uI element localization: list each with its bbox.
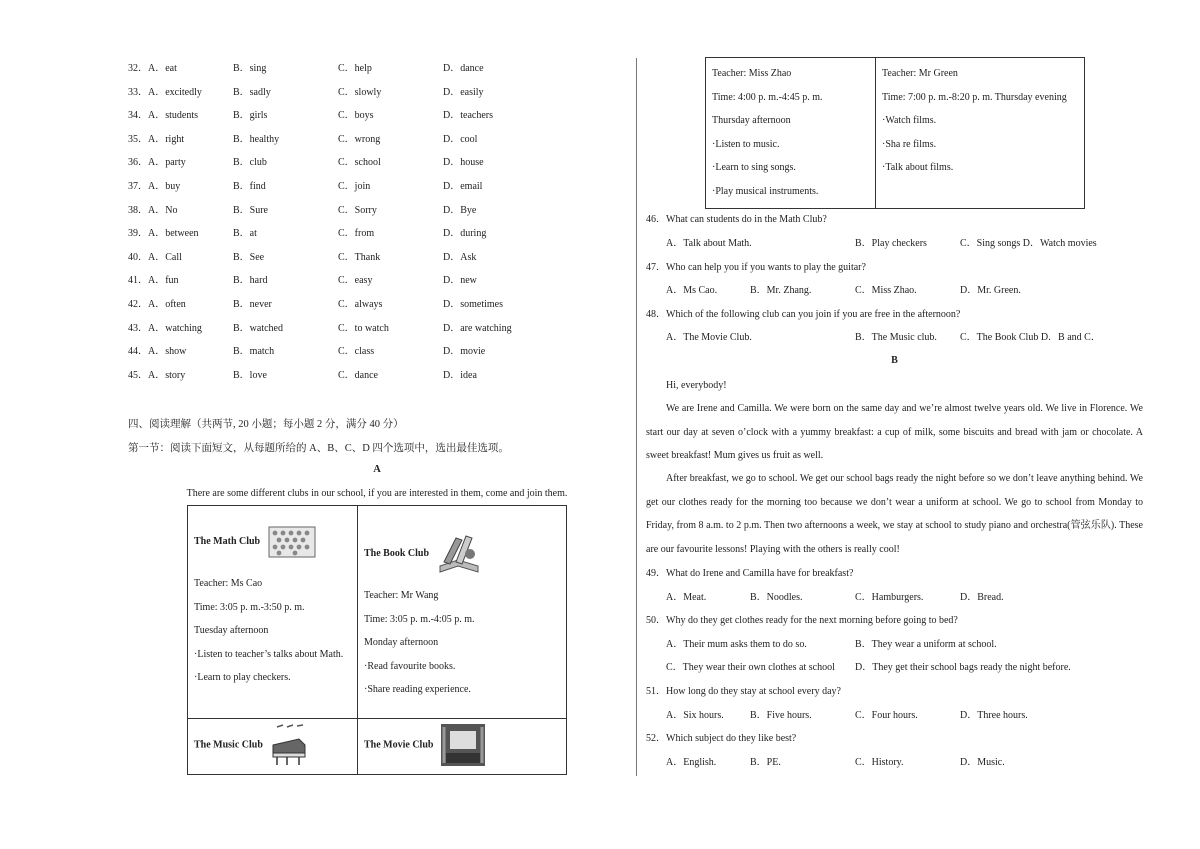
cloze-option-b: B．watched [233, 322, 283, 334]
q48-option-b: B．The Music club. [855, 332, 937, 343]
music-club-details [706, 58, 876, 208]
checkers-board-icon [267, 523, 317, 561]
question-47: 47．Who can help you if you wants to play the guitar? [646, 262, 866, 273]
cloze-option-c: C．dance [338, 369, 378, 381]
cloze-option-a: A．party [148, 157, 186, 169]
q49-option-d: D．Bread. [960, 592, 1004, 603]
cloze-option-c: C．school [338, 157, 381, 169]
cloze-option-a: A．between [148, 228, 199, 240]
clubs-intro: There are some different clubs in our school, if you are interested in them, come and join them. [186, 488, 568, 499]
music-club-title: The Music Club [194, 739, 263, 751]
movie-teacher: Teacher: Mr Green [882, 68, 958, 79]
book-teacher: Teacher: Mr Wang [364, 590, 439, 601]
section-title: 四、阅读理解（共两节, 20 小题；每小题 2 分，满分 40 分） [128, 419, 404, 430]
cloze-question-number: 38． [128, 204, 148, 216]
question-48: 48．Which of the following club can you join if you are free in the afternoon? [646, 309, 961, 320]
cloze-option-a: A．students [148, 110, 198, 122]
cinema-screen-icon [440, 723, 486, 767]
passage-paragraph-2: After breakfast, we go to school. We get our school bags ready the night before so we don’t leave anything behind. We get our clothes ready for the morning too because we don’t wear a uniform at school. We go to school from Monday to Friday, from 8 a.m. to 2 p.m. Then two afternoons a week, we stay at school to study piano and orchestra(管弦乐队). These are our favourite lessons! Playing with the others is really cool! [646, 473, 1143, 555]
part-b-label: B [891, 355, 898, 366]
books-icon [436, 532, 482, 576]
book-day: Monday afternoon [364, 637, 439, 648]
cloze-option-b: B．girls [233, 110, 268, 122]
cloze-option-d: D．Ask [443, 251, 477, 263]
cloze-option-d: D．cool [443, 133, 478, 145]
question-49: 49．What do Irene and Camilla have for breakfast? [646, 568, 854, 579]
cloze-option-a: A．No [148, 204, 178, 216]
cloze-option-a: A．watching [148, 322, 202, 334]
cloze-option-d: D．Bye [443, 204, 477, 216]
book-activity-1: ·Read favourite books. [364, 660, 456, 672]
cloze-option-a: A．story [148, 369, 186, 381]
cloze-option-row [128, 156, 548, 180]
cloze-option-c: C．boys [338, 110, 374, 122]
math-time: Time: 3:05 p. m.-3:50 p. m. [194, 601, 305, 613]
music-teacher: Teacher: Miss Zhao [712, 68, 792, 79]
cloze-option-a: A．fun [148, 275, 179, 287]
cloze-option-row [128, 133, 548, 157]
q49-option-a: A．Meat. [666, 592, 707, 603]
cloze-question-number: 44． [128, 346, 148, 358]
book-time: Time: 3:05 p. m.-4:05 p. m. [364, 613, 475, 625]
music-time: Time: 4:00 p. m.-4:45 p. m. [712, 91, 823, 103]
music-activity-2: ·Learn to sing songs. [712, 162, 796, 173]
cloze-option-row [128, 274, 548, 298]
cloze-option-d: D．easily [443, 86, 484, 98]
cloze-option-row [128, 62, 548, 86]
movie-activity-3: ·Talk about films. [882, 162, 954, 173]
cloze-option-b: B．Sure [233, 204, 268, 216]
cloze-option-row [128, 322, 548, 346]
cloze-option-b: B．at [233, 228, 257, 240]
q50-option-c: C．They wear their own clothes at school [666, 662, 835, 673]
cloze-option-c: C．help [338, 63, 372, 74]
cloze-option-c: C．from [338, 228, 375, 240]
music-activity-1: ·Listen to music. [712, 138, 780, 150]
cloze-option-d: D．email [443, 180, 483, 192]
movie-club-title: The Movie Club [364, 739, 434, 751]
q49-option-b: B．Noodles. [750, 592, 803, 603]
q46-option-a: A．Talk about Math. [666, 238, 752, 249]
cloze-option-row [128, 180, 548, 204]
q52-option-d: D．Music. [960, 757, 1005, 768]
passage-paragraph-1: We are Irene and Camilla. We were born on the same day and we’re almost twelve years old. We live in Florence. We start our day at seven o’clock with a yummy breakfast: a cup of milk, some biscuits and bread with jam or chocolate. A sweet breakfast! Mum gives us fruit as well. [646, 403, 1143, 461]
cloze-option-d: D．sometimes [443, 298, 503, 310]
math-activity-1: ·Listen to teacher’s talks about Math. [194, 648, 344, 660]
letter-greeting: Hi, everybody! [666, 380, 727, 391]
section-instructions: 第一节：阅读下面短文，从每题所给的 A、B、C、D 四个选项中，选出最佳选项。 [128, 443, 509, 454]
cloze-option-c: C．join [338, 180, 371, 192]
q48-option-a: A．The Movie Club. [666, 332, 752, 343]
column-divider [636, 58, 637, 776]
cloze-option-a: A．excitedly [148, 86, 202, 98]
cloze-options-list [128, 62, 548, 392]
question-50: 50．Why do they get clothes ready for the next morning before going to bed? [646, 615, 958, 626]
cloze-option-a: A．buy [148, 180, 181, 192]
q48-option-cd: C．The Book Club D．B and C． [960, 332, 1101, 343]
movie-activity-1: ·Watch films. [882, 115, 937, 126]
movie-club-details [876, 58, 1084, 208]
cloze-option-row [128, 86, 548, 110]
cloze-option-b: B．See [233, 251, 265, 263]
cloze-option-b: B．hard [233, 275, 268, 287]
cloze-option-row [128, 251, 548, 275]
cloze-option-b: B．healthy [233, 133, 280, 145]
question-52: 52．Which subject do they like best? [646, 733, 797, 744]
cloze-question-number: 33． [128, 86, 148, 98]
q52-option-c: C．History. [855, 757, 904, 768]
q47-option-d: D．Mr. Green. [960, 285, 1021, 296]
cloze-option-a: A．eat [148, 63, 177, 74]
cloze-option-a: A．Call [148, 251, 182, 263]
cloze-option-d: D．teachers [443, 110, 493, 122]
cloze-option-d: D．are watching [443, 322, 512, 334]
cloze-option-d: D．during [443, 228, 487, 240]
cloze-question-number: 36． [128, 157, 148, 169]
cloze-option-row [128, 109, 548, 133]
movie-activity-2: ·Sha re films. [882, 138, 937, 150]
q51-option-a: A．Six hours. [666, 710, 724, 721]
cloze-option-b: B．never [233, 298, 272, 310]
cloze-option-c: C．slowly [338, 86, 382, 98]
cloze-question-number: 35． [128, 133, 148, 145]
cloze-option-row [128, 298, 548, 322]
book-club-cell [358, 506, 566, 719]
cloze-option-a: A．show [148, 346, 187, 358]
q51-option-d: D．Three hours. [960, 710, 1028, 721]
cloze-option-d: D．house [443, 157, 484, 169]
q52-option-a: A．English. [666, 757, 717, 768]
q47-option-a: A．Ms Cao. [666, 285, 718, 296]
cloze-question-number: 32． [128, 63, 148, 74]
math-activity-2: ·Learn to play checkers. [194, 672, 291, 683]
cloze-option-b: B．sadly [233, 86, 271, 98]
cloze-option-b: B．love [233, 369, 267, 381]
cloze-option-d: D．dance [443, 63, 484, 74]
cloze-question-number: 40． [128, 251, 148, 263]
cloze-question-number: 42． [128, 298, 148, 310]
q46-option-cd: C．Sing songs D．Watch movies [960, 238, 1097, 249]
question-51: 51．How long do they stay at school every day? [646, 686, 841, 697]
math-club-cell [188, 506, 358, 719]
cloze-option-d: D．idea [443, 369, 477, 381]
part-a-label: A [373, 464, 381, 475]
cloze-question-number: 45． [128, 369, 148, 381]
q47-option-c: C．Miss Zhao. [855, 285, 917, 296]
cloze-option-a: A．often [148, 298, 186, 310]
math-teacher: Teacher: Ms Cao [194, 578, 263, 589]
cloze-option-c: C．Sorry [338, 204, 377, 216]
cloze-option-row [128, 345, 548, 369]
cloze-question-number: 37． [128, 180, 148, 192]
math-day: Tuesday afternoon [194, 625, 269, 636]
movie-time: Time: 7:00 p. m.-8:20 p. m. Thursday evening [882, 91, 1067, 103]
cloze-option-b: B．find [233, 180, 266, 192]
question-46: 46．What can students do in the Math Club? [646, 214, 827, 225]
q50-option-b: B．They wear a uniform at school. [855, 639, 997, 650]
q49-option-c: C．Hamburgers. [855, 592, 924, 603]
cloze-option-d: D．movie [443, 346, 486, 358]
q46-option-b: B．Play checkers [855, 238, 927, 249]
music-day: Thursday afternoon [712, 115, 791, 126]
cloze-question-number: 43． [128, 322, 148, 334]
q51-option-b: B．Five hours. [750, 710, 812, 721]
book-club-title: The Book Club [364, 548, 430, 559]
math-club-title: The Math Club [194, 536, 261, 547]
cloze-option-b: B．sing [233, 63, 267, 74]
clubs-table-right [705, 57, 1085, 209]
q51-option-c: C．Four hours. [855, 710, 918, 721]
q50-option-a: A．Their mum asks them to do so. [666, 639, 807, 650]
cloze-option-c: C．always [338, 298, 383, 310]
cloze-option-b: B．match [233, 346, 275, 358]
cloze-question-number: 41． [128, 275, 148, 287]
piano-icon [269, 723, 309, 767]
cloze-option-a: A．right [148, 133, 185, 145]
movie-club-cell [358, 719, 566, 774]
q47-option-b: B．Mr. Zhang. [750, 285, 812, 296]
clubs-table-left [187, 505, 567, 775]
cloze-option-row [128, 227, 548, 251]
music-activity-3: ·Play musical instruments. [712, 185, 819, 197]
book-activity-2: ·Share reading experience. [364, 684, 471, 695]
cloze-option-b: B．club [233, 157, 267, 169]
cloze-option-c: C．to watch [338, 322, 389, 334]
music-club-cell [188, 719, 358, 774]
cloze-option-c: C．Thank [338, 251, 381, 263]
q50-option-d: D．They get their school bags ready the night before. [855, 662, 1071, 673]
cloze-option-d: D．new [443, 275, 477, 287]
cloze-option-c: C．easy [338, 275, 373, 287]
cloze-question-number: 34． [128, 110, 148, 122]
cloze-option-row [128, 369, 548, 393]
cloze-option-c: C．class [338, 346, 375, 358]
cloze-option-row [128, 204, 548, 228]
q52-option-b: B．PE. [750, 757, 781, 768]
cloze-option-c: C．wrong [338, 133, 381, 145]
cloze-question-number: 39． [128, 228, 148, 240]
